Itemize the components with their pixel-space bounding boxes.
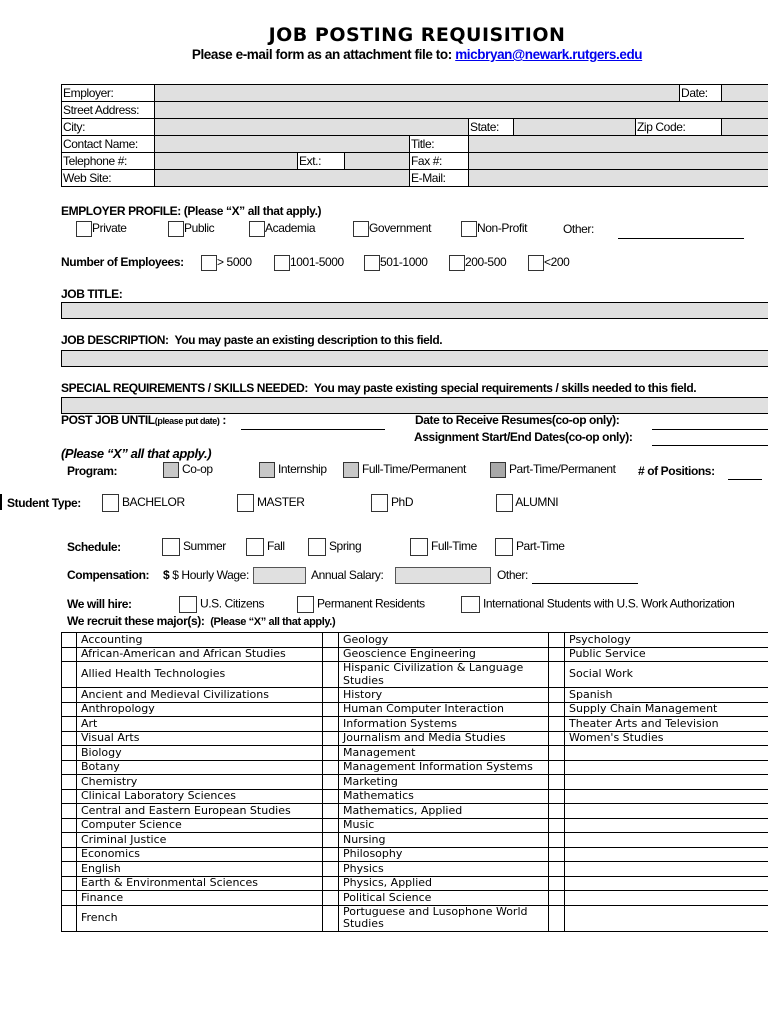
website-label: Web Site:: [62, 170, 155, 187]
state-label: State:: [469, 119, 514, 136]
major-checkbox-cell[interactable]: [549, 746, 565, 761]
major-name: History: [339, 688, 549, 703]
major-name: [565, 789, 768, 804]
table-row: [62, 731, 768, 746]
resumes-date-field[interactable]: [652, 416, 768, 430]
post-until-field[interactable]: [241, 416, 385, 430]
checkbox[interactable]: [461, 221, 477, 237]
major-name: Geoscience Engineering: [339, 647, 549, 662]
majors-label: We recruit these major(s): (Please “X” all that apply.): [67, 614, 336, 628]
major-name: [565, 833, 768, 848]
major-checkbox-cell[interactable]: [62, 717, 77, 732]
schedule-option-spring[interactable]: Spring: [308, 538, 361, 556]
checkbox[interactable]: [297, 596, 314, 613]
employer-info-grid: [61, 84, 768, 187]
table-row: [62, 862, 768, 877]
job-description-heading: JOB DESCRIPTION: You may paste an existing description to this field.: [61, 333, 443, 347]
assignment-dates-field[interactable]: [652, 432, 768, 446]
hourly-wage-label: $ $ Hourly Wage:: [163, 568, 249, 582]
major-checkbox-cell[interactable]: [323, 833, 339, 848]
checkbox[interactable]: [246, 538, 264, 556]
table-row: [62, 702, 768, 717]
employer-field[interactable]: [155, 85, 680, 102]
major-name: Portuguese and Lusophone World Studies: [339, 905, 549, 931]
telephone-label: Telephone #:: [62, 153, 155, 170]
table-row: [62, 688, 768, 703]
table-row: [62, 876, 768, 891]
major-name: [565, 818, 768, 833]
major-checkbox-cell[interactable]: [549, 760, 565, 775]
zip-label: Zip Code:: [636, 119, 722, 136]
zip-field[interactable]: [722, 119, 768, 136]
table-row: [62, 775, 768, 790]
subtitle-text: Please e-mail form as an attachment file to:: [191, 47, 452, 62]
major-checkbox-cell[interactable]: [549, 647, 565, 662]
major-name: Allied Health Technologies: [77, 662, 323, 688]
major-name: Art: [77, 717, 323, 732]
major-name: Marketing: [339, 775, 549, 790]
major-name: [565, 775, 768, 790]
profile-option-public[interactable]: Public: [168, 221, 214, 237]
city-field[interactable]: [155, 119, 469, 136]
major-checkbox-cell[interactable]: [549, 804, 565, 819]
profile-other-field[interactable]: [618, 225, 744, 239]
schedule-label: Schedule:: [67, 540, 121, 554]
table-row: [62, 804, 768, 819]
profile-option-government[interactable]: Government: [353, 221, 431, 237]
major-checkbox-cell[interactable]: [62, 731, 77, 746]
ext-field[interactable]: [345, 153, 410, 170]
compensation-other-field[interactable]: [532, 570, 638, 584]
employer-profile-heading: EMPLOYER PROFILE: (Please “X” all that apply.): [61, 204, 322, 218]
table-row: [62, 833, 768, 848]
post-until-label: POST JOB UNTIL(please put date) :: [61, 413, 226, 427]
checkbox[interactable]: [163, 462, 179, 478]
major-name: African-American and African Studies: [77, 647, 323, 662]
street-label: Street Address:: [62, 102, 155, 119]
schedule-option-parttime[interactable]: Part-Time: [495, 538, 565, 556]
major-checkbox-cell[interactable]: [62, 862, 77, 877]
major-checkbox-cell[interactable]: [323, 775, 339, 790]
major-name: Ancient and Medieval Civilizations: [77, 688, 323, 703]
contact-field[interactable]: [155, 136, 410, 153]
program-label: Program:: [67, 464, 118, 478]
major-name: Theater Arts and Television: [565, 717, 768, 732]
job-description-field[interactable]: [61, 350, 768, 367]
major-checkbox-cell[interactable]: [323, 891, 339, 906]
major-checkbox-cell[interactable]: [62, 891, 77, 906]
student-option-phd[interactable]: PhD: [371, 494, 413, 512]
employees-option-1001[interactable]: 1001-5000: [274, 255, 344, 271]
major-name: Biology: [77, 746, 323, 761]
major-checkbox-cell[interactable]: [62, 688, 77, 703]
major-name: Criminal Justice: [77, 833, 323, 848]
employees-option-200[interactable]: 200-500: [449, 255, 506, 271]
major-checkbox-cell[interactable]: [549, 905, 565, 931]
table-row: [62, 891, 768, 906]
contact-label: Contact Name:: [62, 136, 155, 153]
checkbox[interactable]: [102, 494, 119, 512]
majors-table: [61, 632, 768, 932]
major-name: Philosophy: [339, 847, 549, 862]
major-checkbox-cell[interactable]: [62, 876, 77, 891]
major-checkbox-cell[interactable]: [549, 862, 565, 877]
schedule-option-fall[interactable]: Fall: [246, 538, 285, 556]
major-checkbox-cell[interactable]: [549, 775, 565, 790]
major-checkbox-cell[interactable]: [323, 876, 339, 891]
checkbox[interactable]: [343, 462, 359, 478]
major-name: [565, 862, 768, 877]
program-option-fulltime[interactable]: Full-Time/Permanent: [343, 462, 466, 478]
checkbox[interactable]: [528, 255, 544, 271]
major-name: Supply Chain Management: [565, 702, 768, 717]
email-label: E-Mail:: [410, 170, 469, 187]
table-row: [62, 746, 768, 761]
major-checkbox-cell[interactable]: [549, 688, 565, 703]
city-label: City:: [62, 119, 155, 136]
major-checkbox-cell[interactable]: [62, 804, 77, 819]
major-name: Social Work: [565, 662, 768, 688]
checkbox[interactable]: [237, 494, 254, 512]
major-checkbox-cell[interactable]: [62, 847, 77, 862]
major-name: [565, 804, 768, 819]
major-name: Management: [339, 746, 549, 761]
hire-option-international[interactable]: International Students with U.S. Work Authorization: [461, 596, 734, 613]
major-name: Nursing: [339, 833, 549, 848]
major-name: Spanish: [565, 688, 768, 703]
checkbox[interactable]: [162, 538, 180, 556]
major-name: English: [77, 862, 323, 877]
major-name: Accounting: [77, 633, 323, 648]
checkbox[interactable]: [353, 221, 369, 237]
checkbox[interactable]: [168, 221, 184, 237]
job-title-field[interactable]: [61, 302, 768, 319]
checkbox[interactable]: [364, 255, 380, 271]
title-field[interactable]: [469, 136, 768, 153]
checkbox[interactable]: [179, 596, 197, 613]
fax-field[interactable]: [469, 153, 768, 170]
hire-label: We will hire:: [67, 597, 132, 611]
major-name: Management Information Systems: [339, 760, 549, 775]
major-checkbox-cell[interactable]: [549, 891, 565, 906]
ext-label: Ext.:: [298, 153, 345, 170]
program-note: (Please “X” all that apply.): [61, 446, 212, 461]
major-checkbox-cell[interactable]: [323, 905, 339, 931]
major-checkbox-cell[interactable]: [549, 847, 565, 862]
major-checkbox-cell[interactable]: [323, 862, 339, 877]
major-name: Finance: [77, 891, 323, 906]
major-name: Hispanic Civilization & Language Studies: [339, 662, 549, 688]
checkbox[interactable]: [495, 538, 513, 556]
major-name: Mathematics: [339, 789, 549, 804]
title-label: Title:: [410, 136, 469, 153]
table-row: [62, 789, 768, 804]
student-option-master[interactable]: MASTER: [237, 494, 305, 512]
major-name: Earth & Environmental Sciences: [77, 876, 323, 891]
major-checkbox-cell[interactable]: [323, 662, 339, 688]
employer-label: Employer:: [62, 85, 155, 102]
major-checkbox-cell[interactable]: [323, 789, 339, 804]
table-row: [62, 633, 768, 648]
student-option-alumni[interactable]: ALUMNI: [496, 494, 558, 512]
page-subtitle: [0, 47, 768, 62]
employees-option-5000[interactable]: > 5000: [201, 255, 252, 271]
program-option-internship[interactable]: Internship: [259, 462, 327, 478]
major-checkbox-cell[interactable]: [323, 847, 339, 862]
checkbox[interactable]: [371, 494, 388, 512]
student-type-label: Student Type:: [7, 496, 81, 510]
major-checkbox-cell[interactable]: [549, 818, 565, 833]
schedule-option-fulltime[interactable]: Full-Time: [410, 538, 477, 556]
checkbox[interactable]: [76, 221, 92, 237]
major-checkbox-cell[interactable]: [549, 789, 565, 804]
compensation-other-label: Other:: [497, 568, 528, 582]
table-row: [62, 647, 768, 662]
positions-label: # of Positions:: [638, 464, 715, 478]
major-checkbox-cell[interactable]: [323, 818, 339, 833]
date-field[interactable]: [722, 85, 768, 102]
hire-option-citizens[interactable]: U.S. Citizens: [179, 596, 264, 613]
checkbox[interactable]: [308, 538, 326, 556]
special-requirements-field[interactable]: [61, 397, 768, 414]
annual-salary-field[interactable]: [395, 567, 491, 584]
major-name: Economics: [77, 847, 323, 862]
profile-option-nonprofit[interactable]: Non-Profit: [461, 221, 527, 237]
major-checkbox-cell[interactable]: [62, 702, 77, 717]
major-name: [565, 876, 768, 891]
major-name: [565, 905, 768, 931]
checkbox[interactable]: [259, 462, 275, 478]
employees-option-501[interactable]: 501-1000: [364, 255, 428, 271]
table-row: [62, 760, 768, 775]
compensation-label: Compensation:: [67, 568, 150, 582]
major-checkbox-cell[interactable]: [62, 775, 77, 790]
major-checkbox-cell[interactable]: [323, 804, 339, 819]
major-name: [565, 891, 768, 906]
email-field[interactable]: [469, 170, 768, 187]
checkbox[interactable]: [249, 221, 265, 237]
employees-heading: Number of Employees:: [61, 255, 184, 269]
major-checkbox-cell[interactable]: [62, 746, 77, 761]
checkbox[interactable]: [410, 538, 428, 556]
major-name: Psychology: [565, 633, 768, 648]
major-checkbox-cell[interactable]: [549, 702, 565, 717]
hourly-wage-field[interactable]: [253, 567, 306, 584]
major-checkbox-cell[interactable]: [323, 633, 339, 648]
major-name: Chemistry: [77, 775, 323, 790]
major-checkbox-cell[interactable]: [549, 633, 565, 648]
profile-option-academia[interactable]: Academia: [249, 221, 315, 237]
table-row: [62, 818, 768, 833]
table-row: [62, 905, 768, 931]
major-name: Journalism and Media Studies: [339, 731, 549, 746]
major-name: Information Systems: [339, 717, 549, 732]
major-name: Computer Science: [77, 818, 323, 833]
major-checkbox-cell[interactable]: [549, 833, 565, 848]
fax-label: Fax #:: [410, 153, 469, 170]
positions-field[interactable]: [728, 466, 762, 480]
schedule-option-summer[interactable]: Summer: [162, 538, 226, 556]
annual-salary-label: Annual Salary:: [311, 568, 384, 582]
major-checkbox-cell[interactable]: [549, 731, 565, 746]
major-checkbox-cell[interactable]: [62, 818, 77, 833]
major-name: Botany: [77, 760, 323, 775]
major-name: Music: [339, 818, 549, 833]
job-title-heading: JOB TITLE:: [61, 287, 123, 301]
major-checkbox-cell[interactable]: [549, 662, 565, 688]
major-checkbox-cell[interactable]: [549, 876, 565, 891]
table-row: [62, 717, 768, 732]
state-field[interactable]: [514, 119, 636, 136]
major-name: Human Computer Interaction: [339, 702, 549, 717]
major-name: Central and Eastern European Studies: [77, 804, 323, 819]
major-checkbox-cell[interactable]: [62, 789, 77, 804]
major-checkbox-cell[interactable]: [323, 717, 339, 732]
student-option-bachelor[interactable]: BACHELOR: [102, 494, 185, 512]
checkbox[interactable]: [201, 255, 217, 271]
table-row: [62, 847, 768, 862]
major-name: Physics: [339, 862, 549, 877]
major-name: Women's Studies: [565, 731, 768, 746]
website-field[interactable]: [155, 170, 410, 187]
major-checkbox-cell[interactable]: [62, 633, 77, 648]
major-name: [565, 760, 768, 775]
major-checkbox-cell[interactable]: [323, 702, 339, 717]
checkbox[interactable]: [449, 255, 465, 271]
major-checkbox-cell[interactable]: [323, 731, 339, 746]
profile-option-private[interactable]: Private: [76, 221, 127, 237]
major-checkbox-cell[interactable]: [62, 662, 77, 688]
major-checkbox-cell[interactable]: [549, 717, 565, 732]
telephone-field[interactable]: [155, 153, 298, 170]
major-checkbox-cell[interactable]: [62, 647, 77, 662]
major-name: Anthropology: [77, 702, 323, 717]
major-name: [565, 746, 768, 761]
major-name: Physics, Applied: [339, 876, 549, 891]
major-checkbox-cell[interactable]: [62, 760, 77, 775]
checkbox[interactable]: [274, 255, 290, 271]
major-checkbox-cell[interactable]: [62, 905, 77, 931]
major-name: Geology: [339, 633, 549, 648]
profile-other-label: Other:: [563, 222, 594, 236]
assignment-dates-label: Assignment Start/End Dates(co-op only):: [414, 430, 633, 444]
checkbox[interactable]: [496, 494, 513, 512]
table-row: [62, 662, 768, 688]
major-checkbox-cell[interactable]: [323, 647, 339, 662]
major-checkbox-cell[interactable]: [323, 760, 339, 775]
employees-option-lt200[interactable]: <200: [528, 255, 569, 271]
major-name: Public Service: [565, 647, 768, 662]
special-requirements-heading: SPECIAL REQUIREMENTS / SKILLS NEEDED: You may paste existing special requirements / skills needed to this field.: [61, 381, 697, 395]
hire-option-residents[interactable]: Permanent Residents: [297, 596, 425, 613]
major-checkbox-cell[interactable]: [62, 833, 77, 848]
program-option-parttime[interactable]: Part-Time/Permanent: [490, 462, 616, 478]
major-name: Visual Arts: [77, 731, 323, 746]
email-link[interactable]: micbryan@newark.rutgers.edu: [455, 47, 643, 62]
resumes-date-label: Date to Receive Resumes(co-op only):: [415, 413, 620, 427]
page-title: JOB POSTING REQUISITION: [268, 24, 566, 46]
major-name: Political Science: [339, 891, 549, 906]
major-checkbox-cell[interactable]: [323, 746, 339, 761]
program-option-coop[interactable]: Co-op: [163, 462, 213, 478]
margin-mark: [0, 494, 2, 510]
major-name: [565, 847, 768, 862]
checkbox[interactable]: [490, 462, 506, 478]
date-label: Date:: [680, 85, 722, 102]
major-name: Clinical Laboratory Sciences: [77, 789, 323, 804]
major-name: Mathematics, Applied: [339, 804, 549, 819]
checkbox[interactable]: [461, 596, 480, 613]
major-name: French: [77, 905, 323, 931]
street-field[interactable]: [155, 102, 768, 119]
major-checkbox-cell[interactable]: [323, 688, 339, 703]
